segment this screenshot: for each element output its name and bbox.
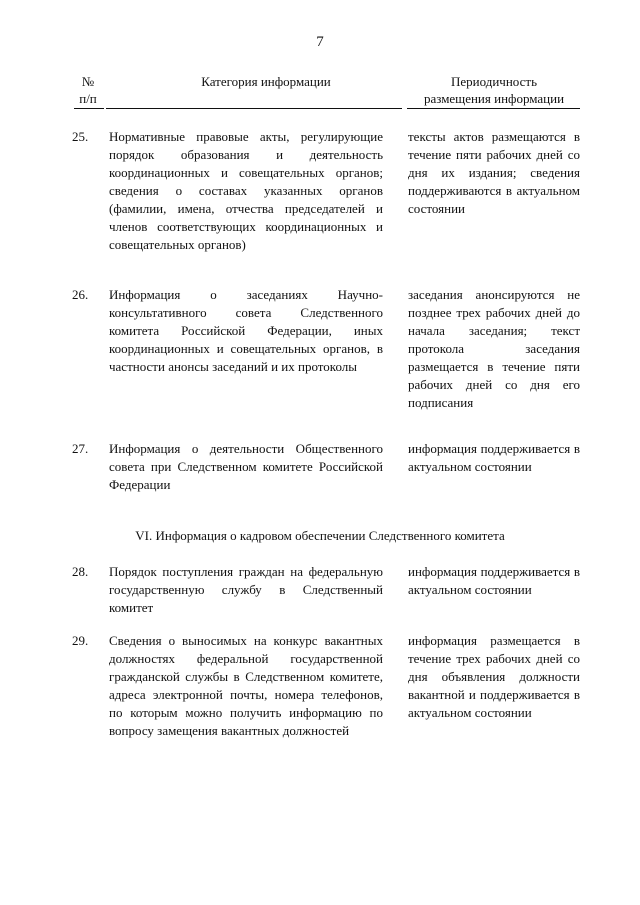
row-description: Сведения о выносимых на конкурс вакантных должностях федеральной государственной гражданской службы в Следственном комитете, адреса электронной почты, номера телефонов, по которым можно получить информацию по вопросу замещения вакантных должностей [109, 633, 383, 738]
row-number: 27. [72, 441, 89, 456]
row-number: 25. [72, 129, 89, 144]
page-number: 7 [316, 34, 324, 50]
header-number-abbrev: п/п [79, 91, 97, 106]
header-periodicity-line2: размещения информации [423, 91, 565, 106]
header-category: Категория информации [201, 74, 331, 89]
header-periodicity-line1: Периодичность [450, 74, 537, 89]
table-header [74, 73, 580, 109]
row-number: 29. [72, 633, 89, 648]
row-periodicity: заседания анонсируются не позднее трех рабочих дней до начала заседания; текст протокола заседания размещается в течение пяти рабочих дней со дня его подписания [408, 287, 580, 410]
header-number-column [74, 73, 102, 107]
header-underline [106, 108, 402, 109]
row-number: 26. [72, 287, 89, 302]
row-description: Порядок поступления граждан на федеральную государственную службу в Следственный комитет [109, 564, 383, 615]
header-number-sign: № [81, 74, 95, 89]
section-title: VI. Информация о кадровом обеспечении Следственного комитета [135, 528, 505, 543]
header-underline [74, 108, 104, 109]
row-periodicity: тексты актов размещаются в течение пяти рабочих дней со дня их издания; сведения поддерживаются в актуальном состоянии [408, 129, 580, 216]
row-periodicity: информация размещается в течение трех рабочих дней со дня объявления должности вакантной и поддерживается в актуальном состоянии [408, 633, 580, 720]
row-periodicity: информация поддерживается в актуальном состоянии [408, 441, 580, 474]
row-description: Нормативные правовые акты, регулирующие порядок образования и деятельность координационных и совещательных органов; сведения о составах указанных органов (фамилии, имена, отчества председателей и членов соответствующих координационных и совещательных органов) [109, 129, 383, 252]
row-number: 28. [72, 564, 89, 579]
row-description: Информация о заседаниях Научно-консультативного совета Следственного комитета Российской Федерации, иных координационных и совещательных органов, в частности анонсы заседаний и их протоколы [109, 287, 383, 374]
row-description: Информация о деятельности Общественного совета при Следственном комитете Российской Федерации [109, 441, 383, 492]
header-periodicity [408, 73, 580, 107]
row-periodicity: информация поддерживается в актуальном состоянии [408, 564, 580, 597]
header-underline [407, 108, 580, 109]
